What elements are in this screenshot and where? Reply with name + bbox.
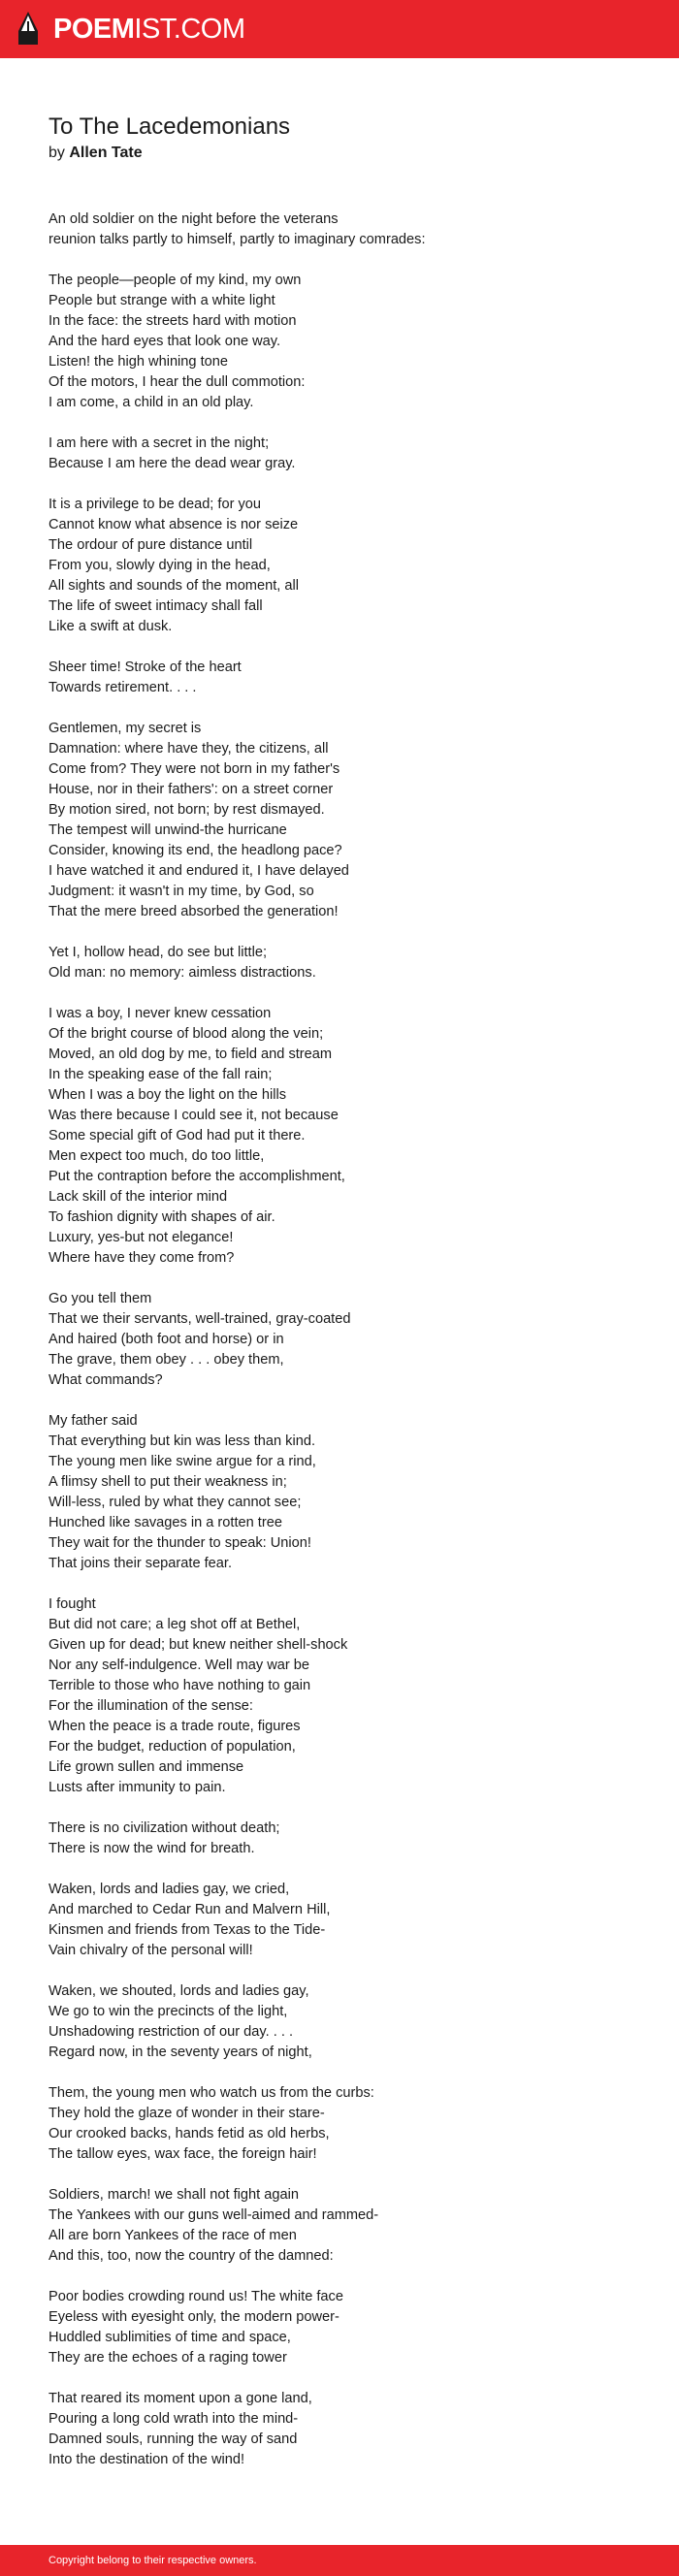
- pen-nib-icon: [16, 10, 41, 48]
- poem-line: I was a boy, I never knew cessation: [48, 1006, 272, 1021]
- poem-line: Consider, knowing its end, the headlong pace?: [48, 843, 342, 858]
- poem-line: Unshadowing restriction of our day. . . .: [48, 2024, 293, 2040]
- poem-stanza: [48, 2083, 640, 2165]
- poem-line: Waken, lords and ladies gay, we cried,: [48, 1882, 290, 1897]
- poem-line: The young men like swine argue for a rind,: [48, 1454, 316, 1469]
- poem-line: Vain chivalry of the personal will!: [48, 1943, 253, 1958]
- poem-stanza: [48, 434, 640, 474]
- poem-line: It is a privilege to be dead; for you: [48, 497, 262, 512]
- poem-line: Given up for dead; but knew neither shell-shock: [48, 1637, 348, 1653]
- poem-stanza: [48, 1411, 640, 1574]
- poem-line: The grave, them obey . . . obey them,: [48, 1352, 284, 1368]
- poem-stanza: [48, 1289, 640, 1391]
- poem-line: House, nor in their fathers': on a street corner: [48, 782, 334, 797]
- poem-stanza: [48, 1004, 640, 1269]
- poem-line: That we their servants, well-trained, gray-coated: [48, 1311, 351, 1327]
- poem-line: Damned souls, running the way of sand: [48, 2431, 298, 2447]
- poem-line: Was there because I could see it, not because: [48, 1108, 339, 1123]
- poem-stanza: [48, 495, 640, 637]
- poem-line: That the mere breed absorbed the generation!: [48, 904, 339, 919]
- poem-line: But did not care; a leg shot off at Bethel,: [48, 1617, 301, 1632]
- poem-line: Like a swift at dusk.: [48, 619, 173, 634]
- poem-line: Lack skill of the interior mind: [48, 1189, 228, 1205]
- poem-line: Eyeless with eyesight only, the modern power-: [48, 2309, 340, 2325]
- poem-line: Moved, an old dog by me, to field and stream: [48, 1046, 333, 1062]
- poem-line: And haired (both foot and horse) or in: [48, 1332, 284, 1347]
- logo-wordmark: [53, 13, 245, 45]
- poem-line: For the budget, reduction of population,: [48, 1739, 296, 1755]
- poem-line: I fought: [48, 1596, 96, 1612]
- poem-line: The ordour of pure distance until: [48, 537, 253, 553]
- logo-bold-text: POEM: [53, 13, 135, 45]
- poem-line: They hold the glaze of wonder in their stare-: [48, 2106, 325, 2121]
- poem-line: Damnation: where have they, the citizens, all: [48, 741, 329, 757]
- poem-line: The life of sweet intimacy shall fall: [48, 598, 263, 614]
- poem-line: There is now the wind for breath.: [48, 1841, 255, 1856]
- poem-line: For the illumination of the sense:: [48, 1698, 253, 1714]
- poem-line: The Yankees with our guns well-aimed and rammed-: [48, 2207, 379, 2223]
- poem-line: An old soldier on the night before the veterans: [48, 211, 339, 227]
- site-header: [0, 0, 679, 58]
- by-label: by: [48, 145, 65, 161]
- poem-line: Men expect too much, do too little,: [48, 1148, 265, 1164]
- poem-stanza: [48, 2185, 640, 2267]
- poem-line: When the peace is a trade route, figures: [48, 1719, 301, 1734]
- poem-line: I have watched it and endured it, I have delayed: [48, 863, 349, 879]
- poem-line: By motion sired, not born; by rest dismayed.: [48, 802, 325, 818]
- poem-stanza: [48, 1819, 640, 1859]
- poem-stanza: [48, 658, 640, 698]
- poem-line: From you, slowly dying in the head,: [48, 558, 271, 573]
- poem-line: Terrible to those who have nothing to gain: [48, 1678, 311, 1693]
- poem-line: To fashion dignity with shapes of air.: [48, 1209, 275, 1225]
- poem-line: In the face: the streets hard with motion: [48, 313, 297, 329]
- poem-line: Into the destination of the wind!: [48, 2452, 245, 2467]
- poem-line: The people—people of my kind, my own: [48, 273, 302, 288]
- site-logo[interactable]: [16, 10, 245, 48]
- poem-line: Of the bright course of blood along the vein;: [48, 1026, 324, 1042]
- poem-line: Pouring a long cold wrath into the mind-: [48, 2411, 299, 2427]
- poem-line: Lusts after immunity to pain.: [48, 1780, 226, 1795]
- poem-line: They are the echoes of a raging tower: [48, 2350, 287, 2366]
- poem-line: Hunched like savages in a rotten tree: [48, 1515, 282, 1530]
- copyright-text: Copyright belong to their respective owners.: [48, 2555, 257, 2566]
- poem-line: We go to win the precincts of the light,: [48, 2004, 288, 2019]
- poem-line: Regard now, in the seventy years of night,: [48, 2045, 312, 2060]
- poem-line: I am here with a secret in the night;: [48, 435, 270, 451]
- poem-line: A flimsy shell to put their weakness in;: [48, 1474, 287, 1490]
- poem-line: Cannot know what absence is nor seize: [48, 517, 299, 532]
- poem-body: [48, 209, 640, 2470]
- poem-stanza: [48, 1880, 640, 1961]
- poem-line: The tallow eyes, wax face, the foreign hair!: [48, 2146, 317, 2162]
- poem-line: Of the motors, I hear the dull commotion:: [48, 374, 306, 390]
- poem-line: Old man: no memory: aimless distractions.: [48, 965, 316, 981]
- poem-line: Poor bodies crowding round us! The white face: [48, 2289, 343, 2304]
- poem-line: Come from? They were not born in my father's: [48, 761, 340, 777]
- poem-line: Gentlemen, my secret is: [48, 721, 202, 736]
- poem-line: Them, the young men who watch us from the curbs:: [48, 2085, 374, 2101]
- poem-line: What commands?: [48, 1372, 163, 1388]
- poem-stanza: [48, 2389, 640, 2470]
- poem-title: To The Lacedemonians: [48, 113, 291, 140]
- poem-line: In the speaking ease of the fall rain;: [48, 1067, 273, 1082]
- poem-line: They wait for the thunder to speak: Union!: [48, 1535, 311, 1551]
- poem-line: My father said: [48, 1413, 138, 1429]
- poem-line: Kinsmen and friends from Texas to the Tide-: [48, 1922, 326, 1938]
- poem-line: Will-less, ruled by what they cannot see;: [48, 1495, 302, 1510]
- poem-line: Soldiers, march! we shall not fight again: [48, 2187, 299, 2203]
- poem-line: Towards retirement. . . .: [48, 680, 197, 695]
- poem-stanza: [48, 719, 640, 922]
- poem-line: And this, too, now the country of the damned:: [48, 2248, 334, 2264]
- poem-line: All are born Yankees of the race of men: [48, 2228, 297, 2243]
- poem-line: Put the contraption before the accomplishment,: [48, 1169, 345, 1184]
- poem-stanza: [48, 2287, 640, 2368]
- poem-line: Waken, we shouted, lords and ladies gay,: [48, 1983, 309, 1999]
- poem-line: People but strange with a white light: [48, 293, 275, 308]
- poem-line: Sheer time! Stroke of the heart: [48, 660, 242, 675]
- poem-line: Some special gift of God had put it there.: [48, 1128, 306, 1143]
- poem-line: That reared its moment upon a gone land,: [48, 2391, 312, 2406]
- poem-line: Our crooked backs, hands fetid as old herbs,: [48, 2126, 330, 2141]
- poem-line: Listen! the high whining tone: [48, 354, 228, 370]
- author-name[interactable]: Allen Tate: [69, 145, 143, 161]
- poem-stanza: [48, 209, 640, 250]
- poem-line: All sights and sounds of the moment, all: [48, 578, 299, 594]
- poem-line: Life grown sullen and immense: [48, 1759, 244, 1775]
- poem-line: Because I am here the dead wear gray.: [48, 456, 296, 471]
- poem-stanza: [48, 1981, 640, 2063]
- poem-line: That everything but kin was less than kind.: [48, 1433, 315, 1449]
- site-footer: [0, 2545, 679, 2576]
- poem-line: And the hard eyes that look one way.: [48, 334, 281, 349]
- poem-line: Judgment: it wasn't in my time, by God, so: [48, 884, 314, 899]
- poem-line: Luxury, yes-but not elegance!: [48, 1230, 234, 1245]
- poem-line: The tempest will unwind-the hurricane: [48, 822, 287, 838]
- poem-line: Yet I, hollow head, do see but little;: [48, 945, 268, 960]
- poem-line: When I was a boy the light on the hills: [48, 1087, 286, 1103]
- poem-line: Nor any self-indulgence. Well may war be: [48, 1658, 310, 1673]
- poem-stanza: [48, 271, 640, 413]
- byline: [48, 144, 640, 163]
- poem-line: And marched to Cedar Run and Malvern Hill,: [48, 1902, 331, 1917]
- poem-stanza: [48, 1594, 640, 1798]
- poem-line: Go you tell them: [48, 1291, 152, 1306]
- poem-stanza: [48, 943, 640, 983]
- poem-line: That joins their separate fear.: [48, 1556, 233, 1571]
- poem-line: There is no civilization without death;: [48, 1820, 280, 1836]
- logo-light-text: IST.COM: [134, 13, 245, 45]
- poem-line: reunion talks partly to himself, partly to imaginary comrades:: [48, 232, 426, 247]
- poem-line: I am come, a child in an old play.: [48, 395, 254, 410]
- poem-line: Where have they come from?: [48, 1250, 235, 1266]
- poem-line: Huddled sublimities of time and space,: [48, 2330, 291, 2345]
- poem-content: [48, 113, 640, 2491]
